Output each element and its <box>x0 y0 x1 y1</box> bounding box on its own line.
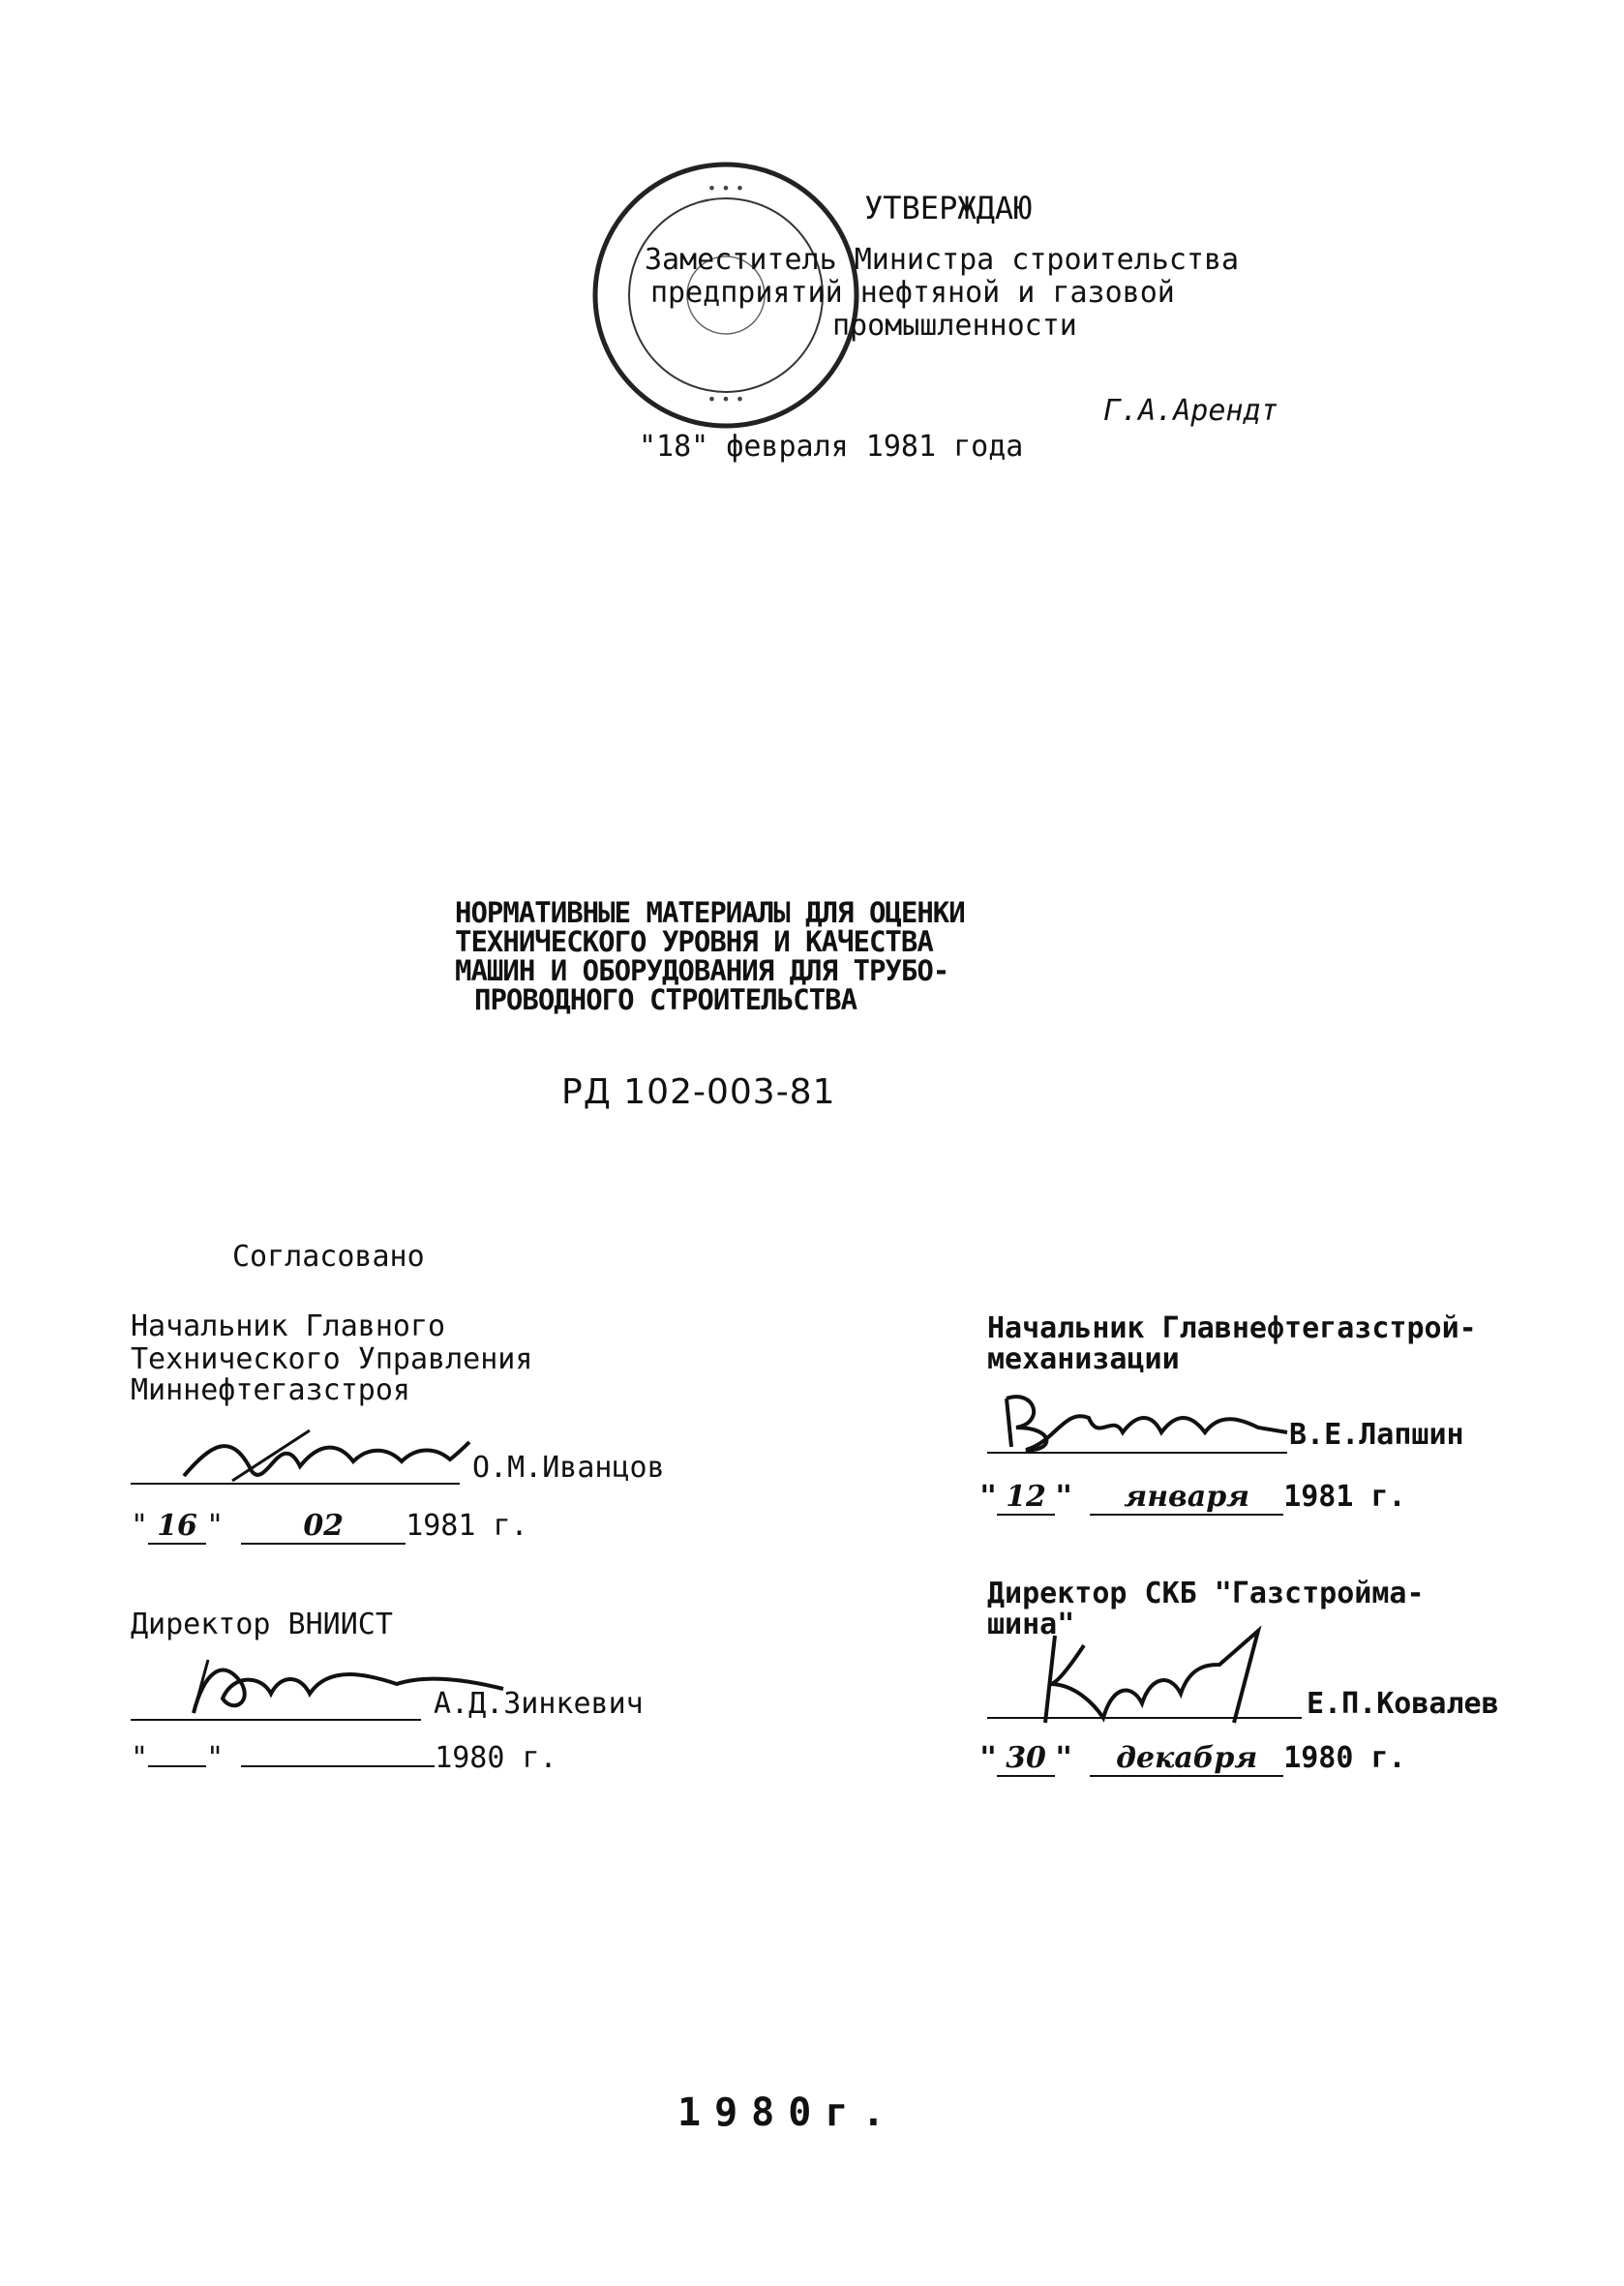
right2-signature <box>1026 1626 1278 1732</box>
right1-date-year: 1981 г. <box>1283 1480 1406 1514</box>
agreed-heading: Согласовано <box>232 1240 425 1274</box>
right2-date-year: 1980 г. <box>1283 1741 1406 1775</box>
right2-line1: Директор СКБ "Газстроймa- <box>987 1577 1425 1610</box>
left1-date-year: 1981 г. <box>406 1509 528 1543</box>
right2-line2: шина" <box>987 1608 1075 1641</box>
left1-date-month: 02 <box>241 1510 406 1545</box>
left2-line1: Директор ВНИИСТ <box>131 1608 393 1641</box>
right2-date-month: декабря <box>1090 1742 1283 1777</box>
approval-header: УТВЕРЖДАЮ <box>864 190 1033 226</box>
left1-signature <box>174 1423 474 1490</box>
left1-line2: Технического Управления <box>131 1342 533 1376</box>
svg-text:• • •: • • • <box>707 179 745 197</box>
doc-code: РД 102-003-81 <box>561 1072 836 1112</box>
svg-text:• • •: • • • <box>707 390 745 408</box>
left2-name: А.Д.Зинкевич <box>434 1687 644 1721</box>
approval-position-line2: предприятий нефтяной и газовой <box>650 276 1175 310</box>
left2-date-year: 1980 г. <box>435 1741 557 1775</box>
left2-date: " " 1980 г. <box>131 1741 557 1775</box>
doc-title-line1: НОРМАТИВНЫЕ МАТЕРИАЛЫ ДЛЯ ОЦЕНКИ <box>455 896 965 929</box>
right1-date: " 12 " января 1981 г. <box>979 1480 1406 1514</box>
approval-date-rest: февраля 1981 года <box>726 430 1024 464</box>
left1-date-day: 16 <box>148 1510 206 1545</box>
left1-name: О.М.Иванцов <box>472 1451 665 1485</box>
right1-name: В.Е.Лапшин <box>1289 1418 1464 1452</box>
right2-date-day: 30 <box>997 1742 1055 1777</box>
approval-position-line1: Заместитель Министра строительства <box>645 243 1240 277</box>
approval-date-day: "18" <box>639 430 709 464</box>
left1-date: " 16 " 02 1981 г. <box>131 1509 528 1543</box>
right2-date: " 30 " декабря 1980 г. <box>979 1741 1406 1775</box>
right1-signature <box>997 1384 1297 1457</box>
doc-title-line4: ПРОВОДНОГО СТРОИТЕЛЬСТВА <box>474 983 857 1016</box>
left1-line1: Начальник Главного <box>131 1309 446 1343</box>
left1-line3: Миннефтегазстроя <box>131 1373 410 1407</box>
right1-line1: Начальник Главнефтегазстрой- <box>987 1311 1477 1345</box>
right1-line2: механизации <box>987 1342 1180 1376</box>
approval-signer-name: Г.А.Арендт <box>1103 394 1278 428</box>
doc-title-line2: ТЕХНИЧЕСКОГО УРОВНЯ И КАЧЕСТВА <box>455 925 933 958</box>
footer-year: 1980г. <box>677 2090 899 2135</box>
doc-title-line3: МАШИН И ОБОРУДОВАНИЯ ДЛЯ ТРУБО- <box>455 954 949 987</box>
right1-date-day: 12 <box>997 1481 1055 1516</box>
approval-date <box>639 431 1023 464</box>
right2-name: Е.П.Ковалев <box>1307 1687 1499 1721</box>
approval-position-line3: промышленности <box>832 309 1077 343</box>
right1-date-month: января <box>1090 1481 1283 1516</box>
